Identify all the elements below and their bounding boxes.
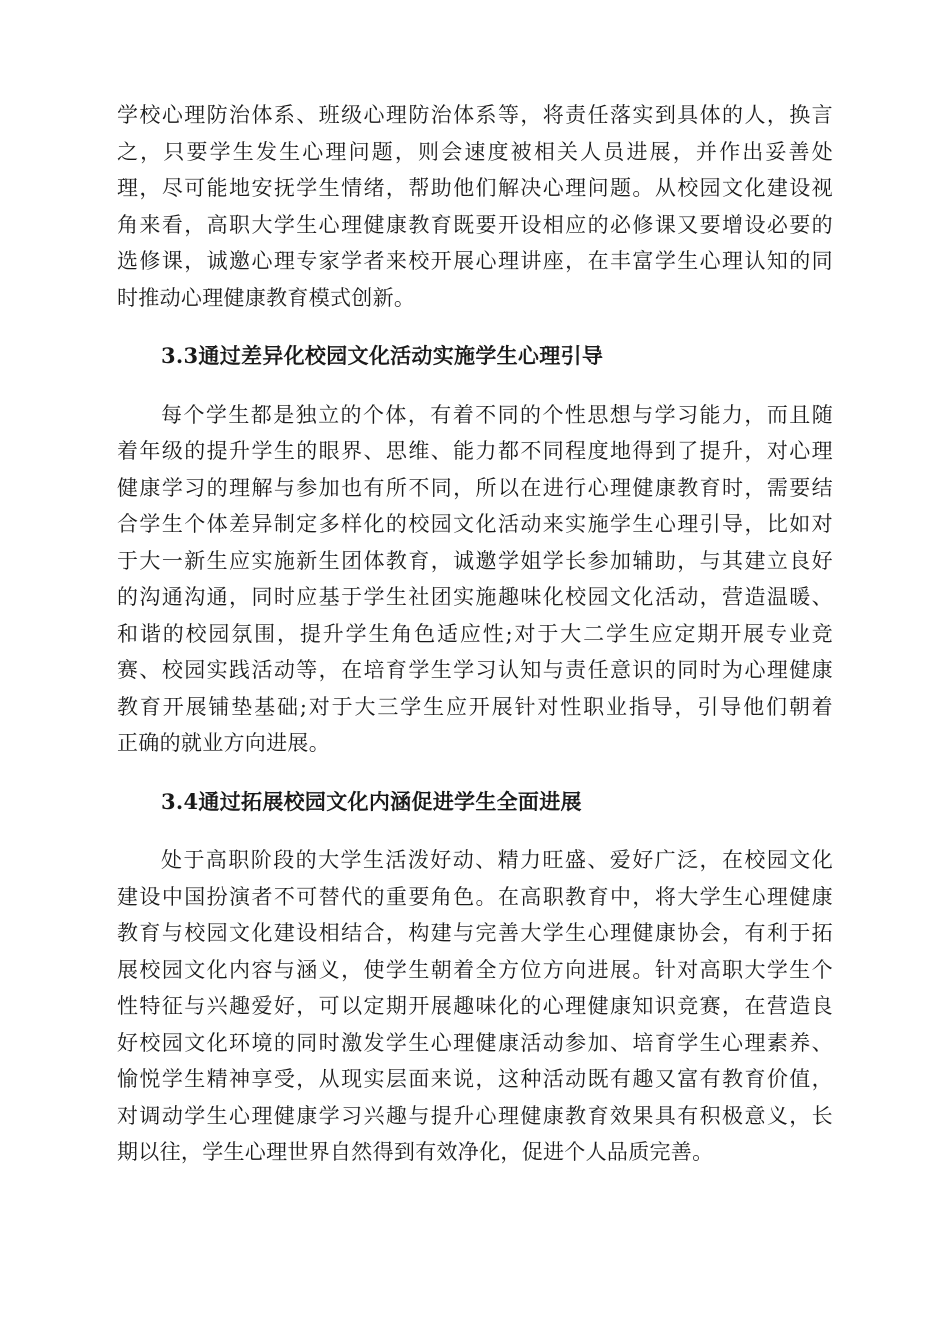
text-line: 理，尽可能地安抚学生情绪，帮助他们解决心理问题。从校园文化建设视 (117, 176, 833, 200)
text-line: 展校园文化内容与涵义，使学生朝着全方位方向进展。针对高职大学生个 (117, 957, 833, 982)
text-line: 于大一新生应实施新生团体教育，诚邀学姐学长参加辅助，与其建立良好 (117, 548, 833, 573)
paragraph-2 (117, 397, 833, 762)
text-line: 之，只要学生发生心理问题，则会速度被相关人员进展，并作出妥善处 (117, 139, 833, 164)
text-line: 好校园文化环境的同时激发学生心理健康活动参加、培育学生心理素养、 (117, 1030, 833, 1055)
document-page (117, 97, 833, 1171)
text-line: 教育与校园文化建设相结合，构建与完善大学生心理健康协会，有利于拓 (117, 921, 833, 945)
text-line: 选修课，诚邀心理专家学者来校开展心理讲座，在丰富学生心理认知的同 (117, 249, 833, 273)
text-line: 合学生个体差异制定多样化的校园文化活动来实施学生心理引导，比如对 (117, 512, 833, 536)
text-line: 学校心理防治体系、班级心理防治体系等，将责任落实到具体的人，换言 (117, 103, 833, 127)
text-line: 赛、校园实践活动等，在培育学生学习认知与责任意识的同时为心理健康 (117, 658, 833, 682)
text-line: 角来看，高职大学生心理健康教育既要开设相应的必修课又要增设必要的 (117, 212, 833, 237)
text-line: 愉悦学生精神享受，从现实层面来说，这种活动既有趣又富有教育价值， (117, 1067, 833, 1091)
text-line: 建设中国扮演者不可替代的重要角色。在高职教育中，将大学生心理健康 (117, 884, 833, 909)
text-line: 的沟通沟通，同时应基于学生社团实施趣味化校园文化活动，营造温暖、 (117, 585, 833, 609)
paragraph-1 (117, 97, 833, 316)
text-line: 性特征与兴趣爱好，可以定期开展趣味化的心理健康知识竞赛，在营造良 (117, 994, 833, 1018)
section-heading-3-4: 3.4通过拓展校园文化内涵促进学生全面进展 (161, 788, 582, 814)
text-line: 处于高职阶段的大学生活泼好动、精力旺盛、爱好广泛，在校园文化 (161, 848, 833, 872)
text-line: 教育开展铺垫基础;对于大三学生应开展针对性职业指导，引导他们朝着 (117, 694, 833, 719)
section-heading-3-3: 3.3通过差异化校园文化活动实施学生心理引导 (161, 343, 604, 368)
text-line: 健康学习的理解与参加也有所不同，所以在进行心理健康教育时，需要结 (117, 475, 833, 500)
text-line: 期以往，学生心理世界自然得到有效净化，促进个人品质完善。 (117, 1140, 714, 1164)
text-line: 每个学生都是独立的个体，有着不同的个性思想与学习能力，而且随 (161, 402, 833, 427)
text-line: 时推动心理健康教育模式创新。 (117, 285, 416, 310)
text-line: 对调动学生心理健康学习兴趣与提升心理健康教育效果具有积极意义，长 (117, 1103, 833, 1128)
paragraph-3 (117, 842, 833, 1171)
text-line: 和谐的校园氛围，提升学生角色适应性;对于大二学生应定期开展专业竞 (117, 621, 833, 646)
text-line: 正确的就业方向进展。 (117, 731, 330, 755)
text-line: 着年级的提升学生的眼界、思维、能力都不同程度地得到了提升，对心理 (117, 439, 833, 463)
